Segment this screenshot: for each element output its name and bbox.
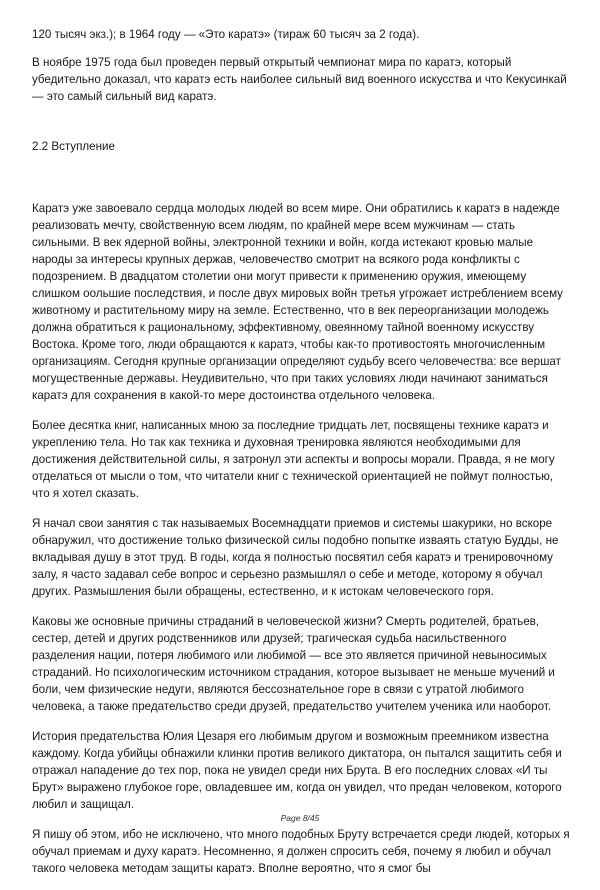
body-paragraph-1: Каратэ уже завоевало сердца молодых людей во всем мире. Они обратились к каратэ в надежде реализовать мечту, свойственную всем людям, по крайней мере всем мужчинам — стать сильными. В век ядерной войны, электронной техники и войн, когда истекают кровью малые народы за интересы крупных держав, человечество смотрит на всякого рода конфликты с подозрением. В двадцатом столетии они могут привести к применению оружия, имеющему слишком оольшие последствия, и после двух мировых войн третья угрожает истреблением всему животному и растительному миру на земле. Естественно, что в век переорганизации молодежь должна обратиться к рациональному, эффективному, овеянному тайной военному искусству Востока. Кроме того, люди обращаются к каратэ, чтобы как-то противостоять многочисленным организациям. Сегодня крупные организации определяют судьбу всего человечества: все вершат могущественные державы. Неудивительно, что при таких условиях люди начинают заниматься каратэ для сохранения в какой-то мере достоинства отдельного человека.	[32, 202, 563, 402]
intro-paragraph-2: В ноябре 1975 года был проведен первый открытый чемпионат мира по каратэ, который убедительно доказал, что каратэ есть наиболее сильный вид военного искусства и что Кекусинкай — это самый сильный вид каратэ.	[32, 56, 567, 103]
body-paragraph-3: Я начал свои занятия с так называемых Восемнадцати приемов и системы шакурики, но вскоре обнаружил, что достижение только физической силы подобно попытке изваять статую Будды, не вкладывая душу в этот труд. В годы, когда я полностью посвятил себя каратэ и тренировочному залу, я часто задавал себе вопрос и серьезно размышлял о себе и методе, которому я обучал других. Размышления были обращены, естественно, и к истокам человеческого горя.	[32, 517, 559, 598]
body-paragraph-2: Более десятка книг, написанных мною за последние тридцать лет, посвящены технике каратэ и укреплению тела. Но так как техника и духовная тренировка являются необходимыми для достижения действительной силы, я затронул эти аспекты и вопросы морали. Правда, я не могу отделаться от мысли о том, что читатели книг с технической ориентацией не поймут полностью, что я хотел сказать.	[32, 419, 555, 500]
body-paragraph-5: История предательства Юлия Цезаря его любимым другом и возможным преемником известна каждому. Когда убийцы обнажили клинки против великого диктатора, он пытался защитить себя и отражал нападение до тех пор, пока не увидел среди них Брута. В его последних словах «И ты Брут» выражено глубокое горе, овладевшее им, когда он увидел, что предан человеком, которого любил и защищал.	[32, 730, 562, 811]
body-paragraph-6: Я пишу об этом, ибо не исключено, что много подобных Бруту встречается среди людей, которых я обучал приемам и духу каратэ. Несомненно, я должен спросить себя, почему я любил и обучал такого человека методам защиты каратэ. Вполне вероятно, что я смог бы	[32, 828, 570, 875]
body-paragraph-4: Каковы же основные причины страданий в человеческой жизни? Смерть родителей, братьев, сестер, детей и других родственников или друзей; трагическая судьба насильственного разделения нации, потеря любимого или любимой — все это является причиной невыносимых страданий. Но психологическим источником страдания, которое вызывает не меньше мучений и боли, чем физические недуги, являются бессознательное горе в связи с утратой любимого человека, а также предательство среди друзей, предательство учителем ученика или наоборот.	[32, 615, 555, 713]
page-number-footer: Page 8/45	[280, 813, 320, 823]
section-heading: 2.2 Вступление	[32, 140, 115, 153]
intro-paragraph-1: 120 тысяч экз.); в 1964 году — «Это каратэ» (тираж 60 тысяч за 2 года).	[32, 28, 420, 41]
document-page	[32, 26, 572, 890]
